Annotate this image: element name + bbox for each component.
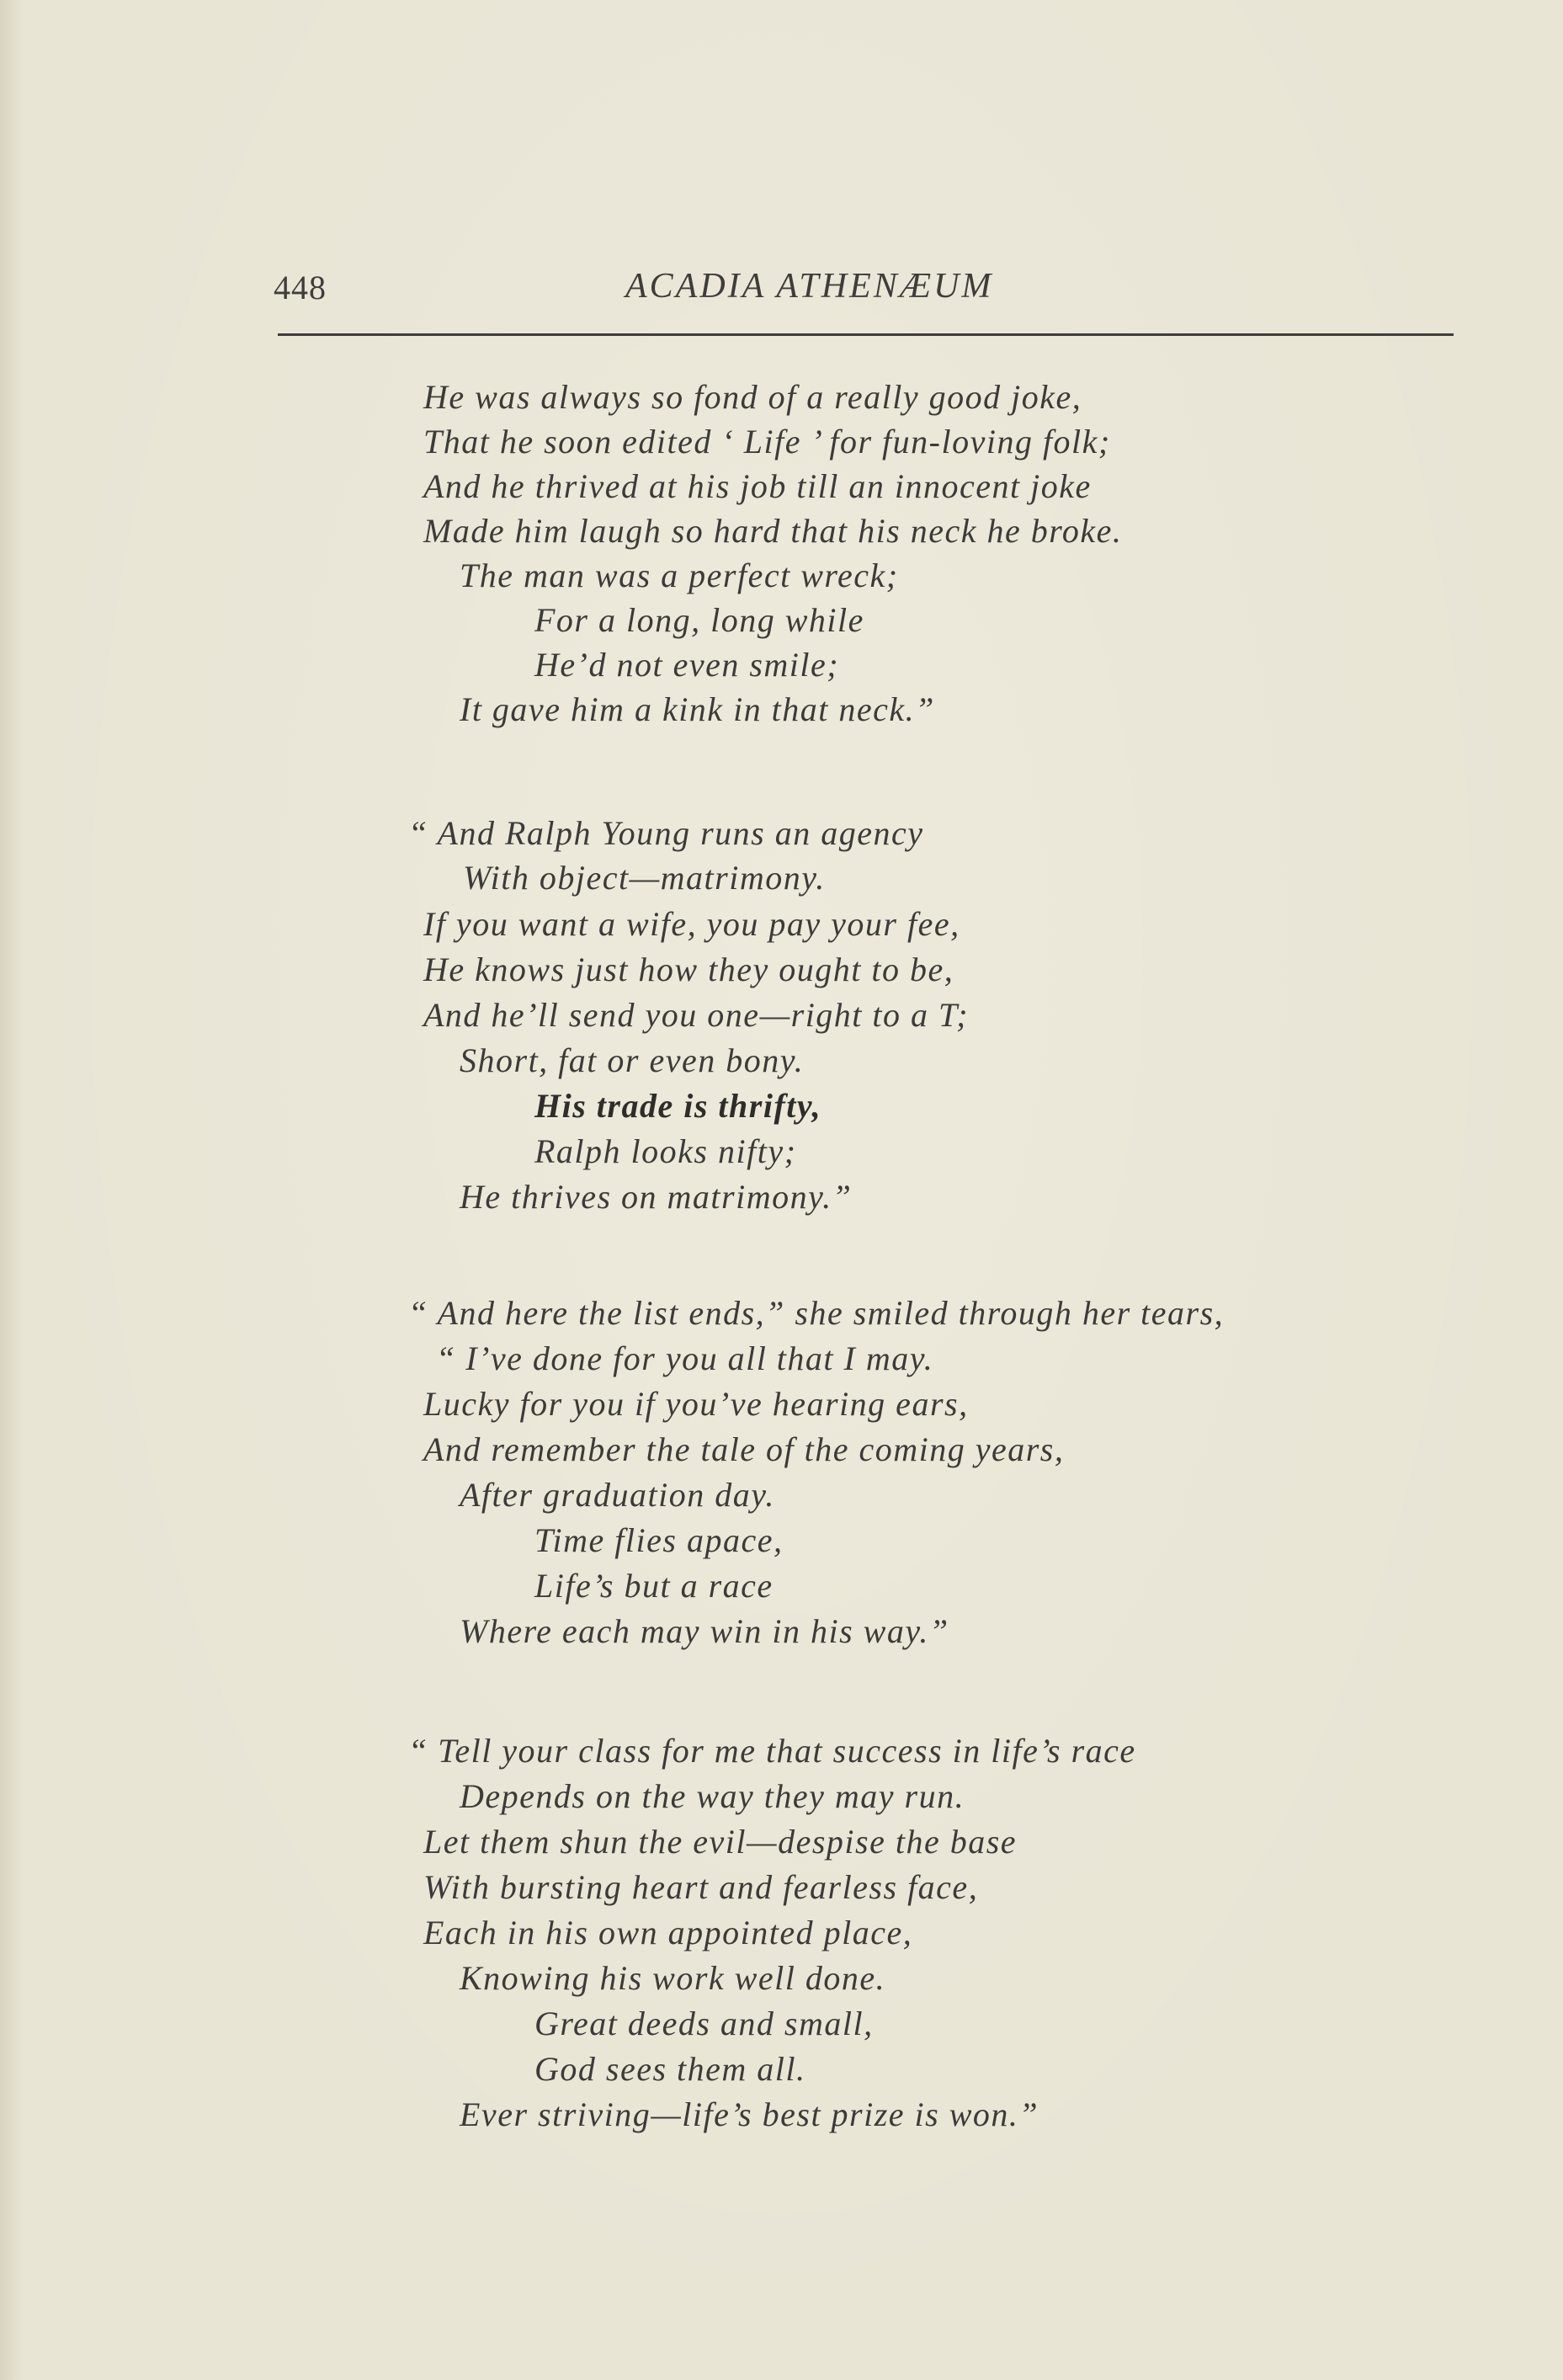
poem-line: He thrives on matrimony.”: [460, 1178, 853, 1216]
poem-line: Time flies apace,: [534, 1521, 784, 1559]
poem-line: The man was a perfect wreck;: [460, 556, 899, 594]
running-title: ACADIA ATHENÆUM: [625, 267, 994, 306]
poem-line: Ralph looks nifty;: [534, 1132, 797, 1170]
header-rule: [278, 333, 1454, 336]
poem-line: God sees them all.: [534, 2050, 806, 2088]
poem-line: With object—matrimony.: [463, 859, 826, 897]
page-number: 448: [274, 269, 327, 306]
poem-line: If you want a wife, you pay your fee,: [423, 905, 960, 943]
poem-line: Short, fat or even bony.: [460, 1041, 805, 1079]
poem-line: Ever striving—life’s best prize is won.”: [460, 2095, 1039, 2133]
poem-line: Made him laugh so hard that his neck he broke.: [423, 512, 1123, 550]
poem-line: “ And here the list ends,” she smiled through her tears,: [408, 1294, 1225, 1332]
poem-line: For a long, long while: [534, 601, 864, 639]
poem-line: He was always so fond of a really good joke,: [423, 378, 1082, 416]
poem-line: Each in his own appointed place,: [423, 1914, 913, 1951]
poem-line: He knows just how they ought to be,: [423, 950, 954, 988]
poem-line: And remember the tale of the coming years,: [423, 1430, 1065, 1468]
poem-line: Lucky for you if you’ve hearing ears,: [423, 1385, 969, 1423]
poem-line: It gave him a kink in that neck.”: [460, 690, 935, 728]
poem-line: And he thrived at his job till an innocent joke: [423, 467, 1092, 505]
poem-line: Where each may win in his way.”: [460, 1612, 949, 1650]
poem-line: After graduation day.: [460, 1476, 775, 1514]
poem-line: And he’ll send you one—right to a T;: [423, 996, 970, 1034]
poem-line: Knowing his work well done.: [460, 1959, 886, 1997]
poem-line: Great deeds and small,: [534, 2005, 874, 2042]
poem-line: His trade is thrifty,: [534, 1087, 822, 1125]
poem-line: He’d not even smile;: [534, 646, 840, 684]
poem-line: “ I’ve done for you all that I may.: [436, 1339, 934, 1377]
poem-line: “ Tell your class for me that success in life’s race: [408, 1732, 1136, 1770]
poem-line: “ And Ralph Young runs an agency: [408, 814, 924, 852]
poem-line: With bursting heart and fearless face,: [423, 1868, 979, 1906]
poem-line: That he soon edited ‘ Life ’ for fun-loving folk;: [423, 423, 1111, 461]
poem-line: Let them shun the evil—despise the base: [423, 1823, 1018, 1861]
poem-line: Depends on the way they may run.: [460, 1777, 965, 1815]
poem-line: Life’s but a race: [534, 1567, 774, 1605]
page-edge-shadow: [0, 0, 24, 2380]
